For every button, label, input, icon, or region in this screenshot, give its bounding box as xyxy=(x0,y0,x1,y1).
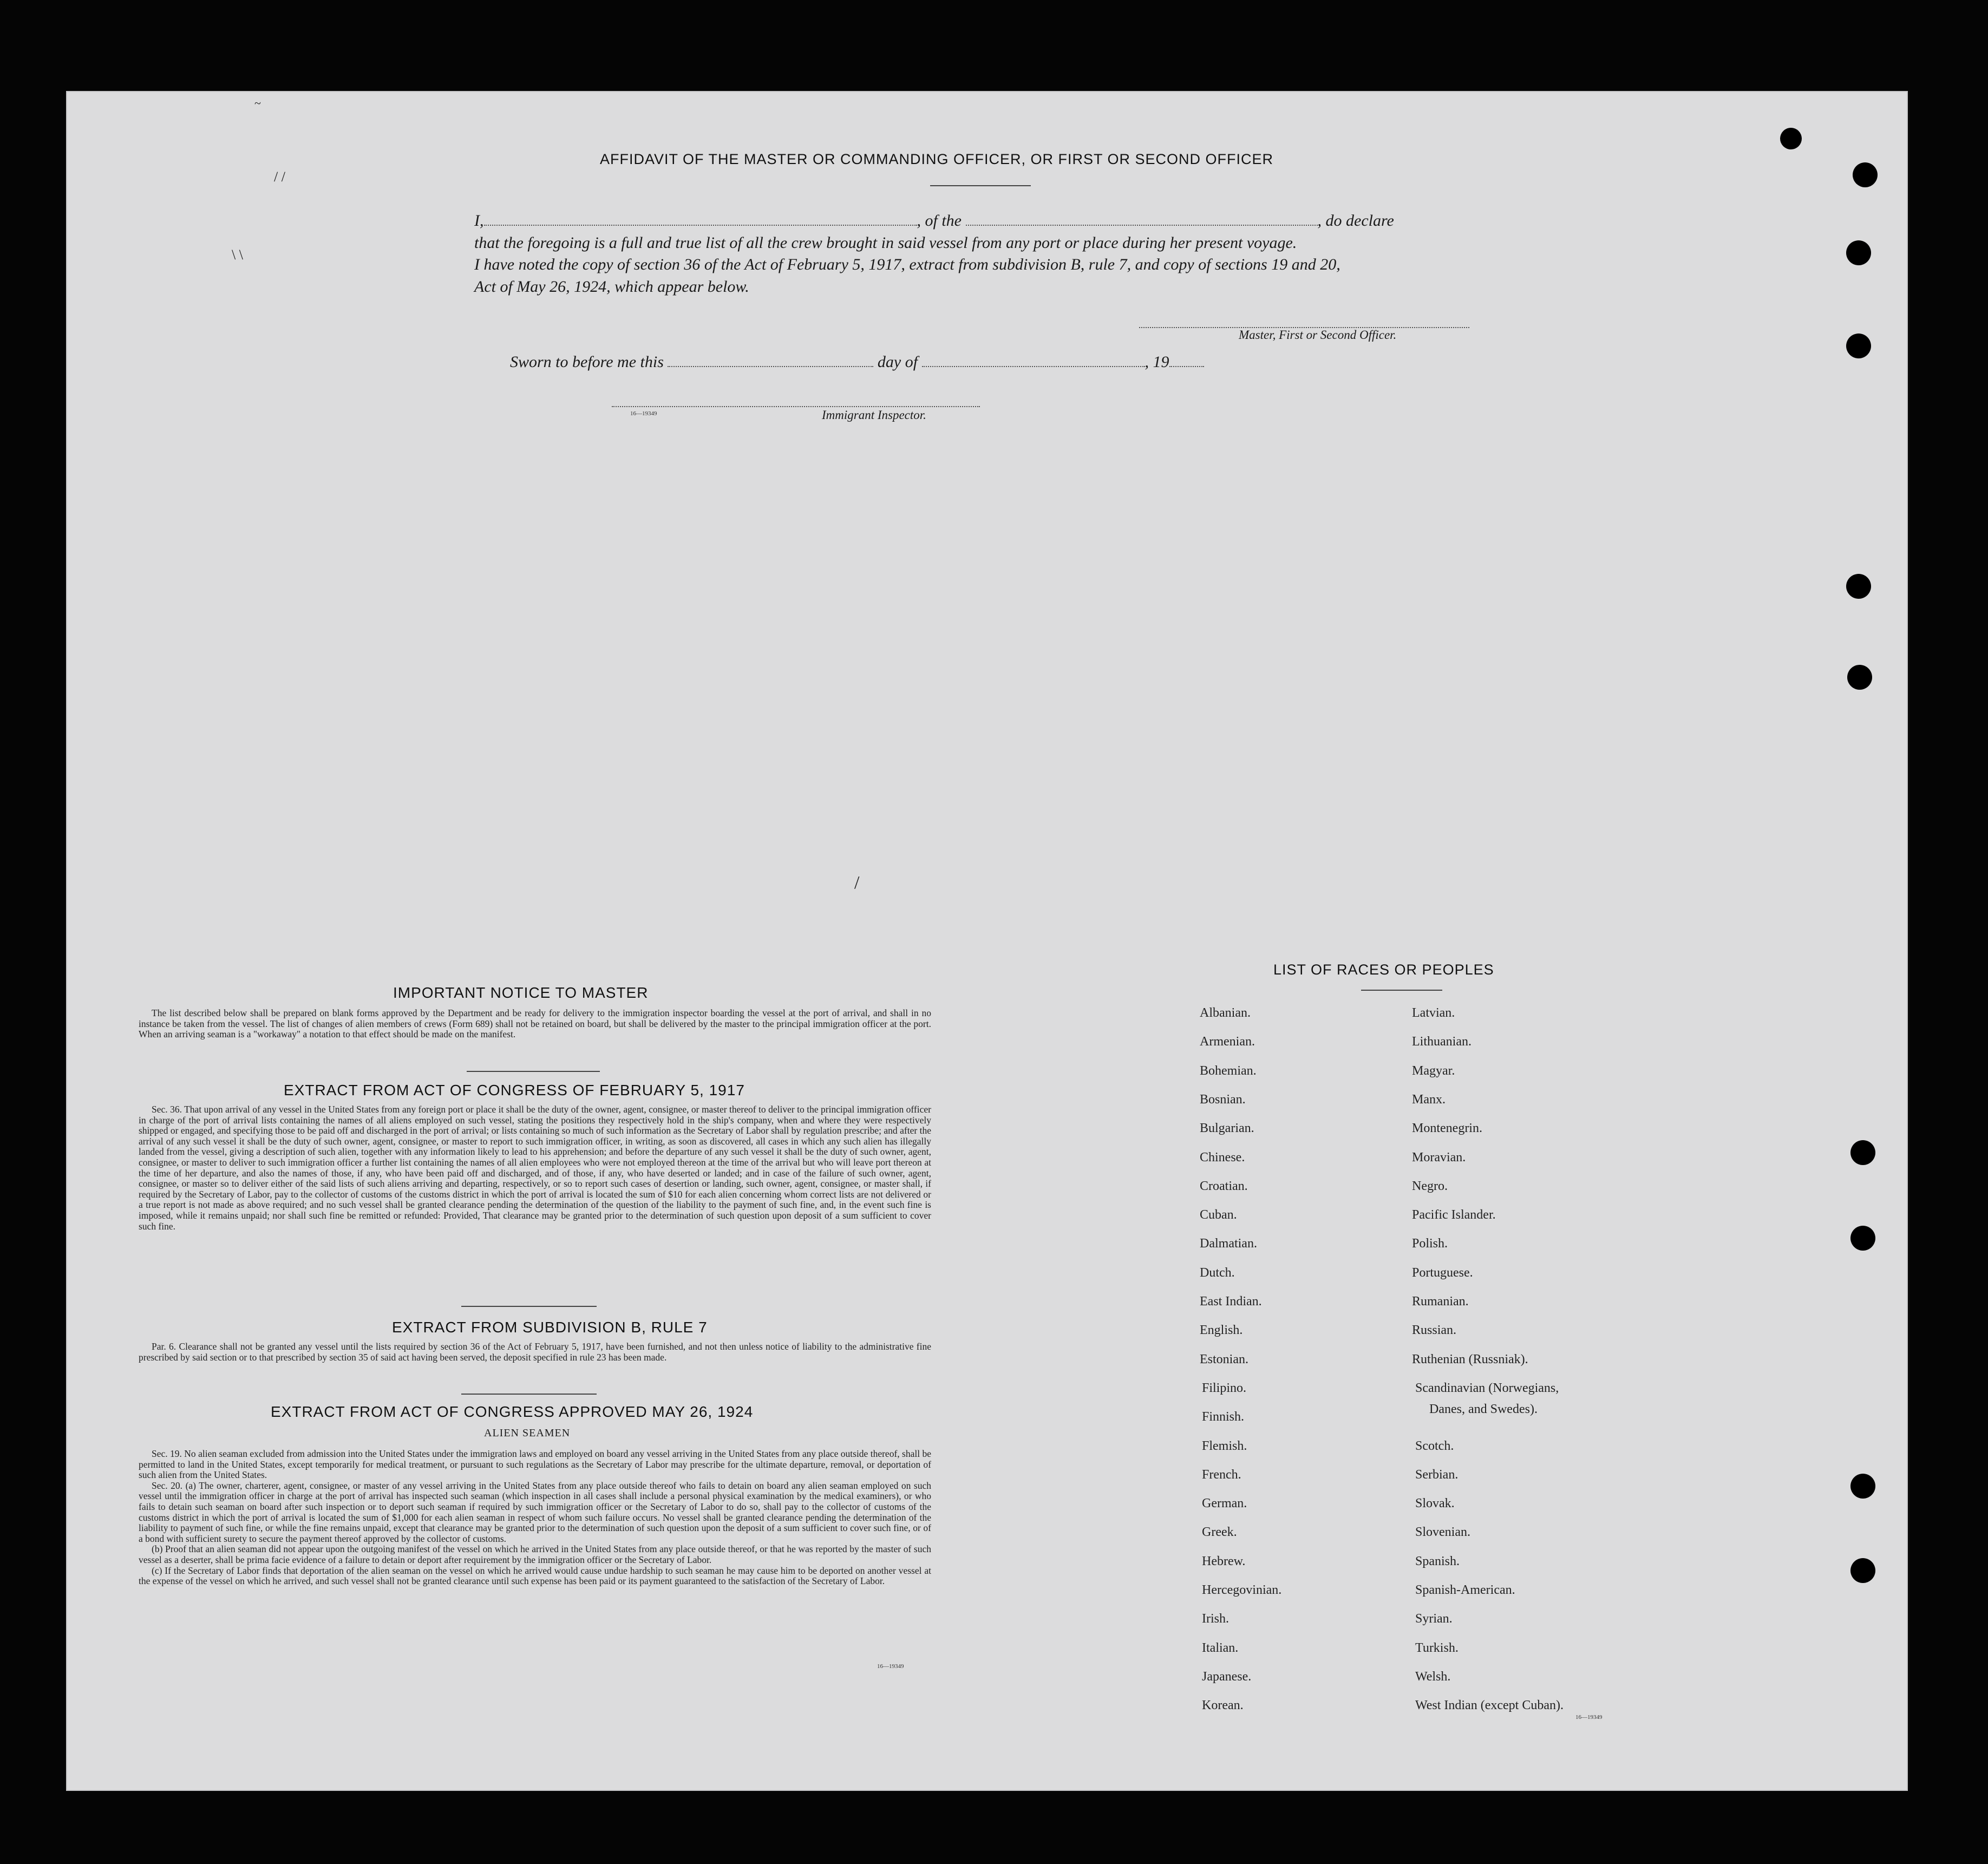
race-item: Scandinavian (Norwegians, xyxy=(1415,1381,1559,1395)
divider xyxy=(1361,990,1442,991)
race-item: Bohemian. xyxy=(1200,1064,1257,1078)
race-item: Portuguese. xyxy=(1412,1266,1473,1280)
declaration-line-3: I have noted the copy of section 36 of the Act of February 5, 1917, extract from subdivision B, rule 7, and copy of sections 19 and 20, xyxy=(474,256,1340,273)
race-item: Moravian. xyxy=(1412,1150,1466,1165)
race-item: Manx. xyxy=(1412,1093,1446,1107)
race-item: Spanish. xyxy=(1415,1554,1460,1568)
extract-1917-heading: EXTRACT FROM ACT OF CONGRESS OF FEBRUARY 5, 1917 xyxy=(284,1082,745,1098)
race-item: Slovenian. xyxy=(1415,1525,1470,1539)
race-item: Magyar. xyxy=(1412,1064,1455,1078)
extract-1924-heading: EXTRACT FROM ACT OF CONGRESS APPROVED MAY 26, 1924 xyxy=(271,1403,754,1420)
divider xyxy=(467,1071,600,1072)
punch-hole xyxy=(1846,240,1871,265)
race-item: German. xyxy=(1202,1496,1247,1510)
section-19-paragraph: Sec. 19. No alien seaman excluded from admission into the United States under the immigration laws and employed on board any vessel arriving in the United States from any place outside thereof, shall be permitted to land in the United States, except temporarily for medical treatment, or pursuant to such regulations as the Secretary of Labor may prescribe for the ultimate departure, removal, or deportation of such alien from the United States. xyxy=(139,1448,931,1481)
races-heading: LIST OF RACES OR PEOPLES xyxy=(1273,962,1494,978)
punch-hole xyxy=(1850,1226,1875,1251)
divider xyxy=(930,185,1031,186)
race-item: Hercegovinian. xyxy=(1202,1583,1282,1597)
race-item: Filipino. xyxy=(1202,1381,1247,1395)
ink-mark: \ \ xyxy=(232,247,243,263)
punch-hole xyxy=(1846,333,1871,358)
section-20a-paragraph: Sec. 20. (a) The owner, charterer, agent, consignee, or master of any vessel arriving in the United States from any place outside thereof who fails to detain on board any alien seaman employed on such vessel until the immigration officer in charge at the port of arrival has inspected such seaman (which inspection in all cases shall include a personal physical examination by the medical examiners), or who fails to detain such seaman on board after such inspection or to deport such seaman if required by such immigration officer or the Secretary of Labor to do so, shall pay to the collector of customs of the customs district in which the port of arrival is located the sum of $1,000 for each alien seaman in respect of whom such failure occurs. No vessel shall be granted clearance pending the determination of the liability to payment of such fine, or while the fine remains unpaid, except that clearance may be granted prior to the determination of such question upon the deposit of a sum sufficient to cover such fine, or of a bond with sufficient surety to secure the payment thereof approved by the collector of customs. xyxy=(139,1480,931,1544)
race-item: Finnish. xyxy=(1202,1410,1245,1424)
race-item-continuation: Danes, and Swedes). xyxy=(1429,1402,1538,1416)
sworn-day-blank[interactable] xyxy=(668,355,873,367)
punch-hole xyxy=(1850,1474,1875,1499)
race-item: Dutch. xyxy=(1200,1266,1235,1280)
race-item: Hebrew. xyxy=(1202,1554,1246,1568)
ink-mark: ~ xyxy=(254,96,261,110)
race-item: Latvian. xyxy=(1412,1006,1455,1020)
form-number: 16—19349 xyxy=(877,1663,904,1670)
race-item: Montenegrin. xyxy=(1412,1121,1482,1135)
race-item: Scotch. xyxy=(1415,1439,1454,1453)
race-item: Turkish. xyxy=(1415,1641,1459,1655)
race-item: Polish. xyxy=(1412,1237,1448,1251)
punch-hole xyxy=(1850,1558,1875,1583)
ink-mark: / xyxy=(854,873,860,893)
inspector-signature-line[interactable] xyxy=(612,395,980,407)
race-item: Lithuanian. xyxy=(1412,1035,1472,1049)
punch-hole xyxy=(1847,665,1872,690)
section-36-paragraph: Sec. 36. That upon arrival of any vessel in the United States from any foreign port or place it shall be the duty of the owner, agent, consignee, or master thereof to deliver to the principal immigration officer in charge of the port of arrival lists containing the names of all aliens employed on such vessel, stating the positions they respectively hold in the ship's company, when and where they were respectively shipped or engaged, and specifying those to be paid off and discharged in the port of arrival; or lists containing so much of such information as the Secretary of Labor shall by regulation prescribe; and after the arrival of any such vessel it shall be the duty of such owner, agent, consignee, or master to report to such immigration officer, in writing, as soon as discovered, all cases in which any such alien has illegally landed from the vessel, giving a description of such alien, together with any information likely to lead to his apprehension; and before the departure of any such vessel it shall be the duty of such owner, agent, consignee, or master to deliver to such immigration officer a further list containing the names of all alien employees who were not employed thereon at the time of the arrival but who will leave port thereon at the time of her departure, and also the names of those, if any, who have been paid off and discharged, and of those, if any, who have deserted or landed; and in case of the failure of such owner, agent, consignee, or master so to deliver either of the said lists of such aliens arriving and departing, respectively, or so to report such cases of desertion or landing, such owner, agent, consignee, or master shall, if required by the Secretary of Labor, pay to the collector of customs of the customs district in which the port of arrival is located the sum of $10 for each alien concerning whom correct lists are not delivered or a true report is not made as above required; and no such vessel shall be granted clearance pending the determination of the question of the liability to the payment of such fine, and, in the event such fine is imposed, while it remains unpaid; nor shall such fine be remitted or refunded: Provided, That clearance may be granted prior to the determination of such question upon deposit of a sum sufficient to cover such fine. xyxy=(139,1104,931,1232)
divider xyxy=(461,1394,597,1395)
notice-paragraph: The list described below shall be prepared on blank forms approved by the Department and be ready for delivery to the immigration inspector boarding the vessel at the port of arrival, and shall in no instance be taken from the vessel. The list of changes of alien members of crews (Form 689) shall not be retained on board, but shall be delivered by the master to the principal immigration officer at the port. When an arriving seaman is a "workaway" a notation to that effect should be made on the manifest. xyxy=(139,1008,931,1040)
race-item: Estonian. xyxy=(1200,1352,1248,1366)
sworn-prefix: Sworn to before me this xyxy=(510,353,664,371)
race-item: Greek. xyxy=(1202,1525,1237,1539)
race-item: Bulgarian. xyxy=(1200,1121,1254,1135)
race-item: English. xyxy=(1200,1323,1243,1337)
declaration-line-1 xyxy=(474,212,1394,230)
race-item: Serbian. xyxy=(1415,1468,1459,1482)
race-item: Japanese. xyxy=(1202,1670,1252,1684)
signature-line[interactable] xyxy=(1139,316,1469,328)
race-item: Armenian. xyxy=(1200,1035,1255,1049)
punch-hole xyxy=(1780,128,1802,149)
ink-mark: / / xyxy=(274,169,285,185)
form-number: 16—19349 xyxy=(1575,1714,1603,1721)
race-item: East Indian. xyxy=(1200,1294,1262,1309)
race-item: Flemish. xyxy=(1202,1439,1247,1453)
race-item: Bosnian. xyxy=(1200,1093,1246,1107)
race-item: Ruthenian (Russniak). xyxy=(1412,1352,1528,1366)
vessel-blank[interactable] xyxy=(966,214,1318,226)
punch-hole xyxy=(1853,162,1878,187)
divider xyxy=(461,1306,597,1307)
declaration-line-2: that the foregoing is a full and true list of all the crew brought in said vessel from any port or place during her present voyage. xyxy=(474,234,1297,252)
form-number: 16—19349 xyxy=(630,410,657,417)
sworn-line xyxy=(510,353,1204,371)
signature-caption: Master, First or Second Officer. xyxy=(1239,328,1397,342)
sworn-day-of: day of xyxy=(877,353,918,371)
declare-do-declare: , do declare xyxy=(1317,212,1394,230)
race-item: Pacific Islander. xyxy=(1412,1208,1496,1222)
sworn-year: , 19 xyxy=(1145,353,1169,371)
paragraph-6: Par. 6. Clearance shall not be granted any vessel until the lists required by section 36 of the Act of February 5, 1917, have been furnished, and not then unless notice of liability to the administrative fine prescribed by said section or to that prescribed by section 35 of said act having been served, the deposit specified in rule 23 has been made. xyxy=(139,1341,931,1363)
race-item: Italian. xyxy=(1202,1641,1239,1655)
race-item: Irish. xyxy=(1202,1612,1229,1626)
race-item: Rumanian. xyxy=(1412,1294,1469,1309)
rule7-text xyxy=(139,1342,931,1363)
race-item: Dalmatian. xyxy=(1200,1237,1257,1251)
race-item: Negro. xyxy=(1412,1179,1448,1193)
notice-heading: IMPORTANT NOTICE TO MASTER xyxy=(393,984,649,1001)
race-item: Cuban. xyxy=(1200,1208,1237,1222)
alien-seamen-subheading: ALIEN SEAMEN xyxy=(484,1427,571,1439)
race-item: Syrian. xyxy=(1415,1612,1453,1626)
rule7-heading: EXTRACT FROM SUBDIVISION B, RULE 7 xyxy=(392,1319,708,1336)
declare-i: I, xyxy=(474,212,484,230)
section-20b-paragraph: (b) Proof that an alien seaman did not appear upon the outgoing manifest of the vessel on which he arrived in the United States from any place outside thereof, or that he was reported by the master of such vessel as a deserter, shall be prima facie evidence of a failure to detain or deport after requirement by the immigration officer or the Secretary of Labor. xyxy=(139,1543,931,1565)
race-item: Welsh. xyxy=(1415,1670,1451,1684)
race-item: Russian. xyxy=(1412,1323,1457,1337)
declaration-line-4: Act of May 26, 1924, which appear below. xyxy=(474,278,749,296)
race-item: Spanish-American. xyxy=(1415,1583,1515,1597)
inspector-caption: Immigrant Inspector. xyxy=(822,408,926,422)
name-blank[interactable] xyxy=(484,214,917,226)
sworn-year-blank[interactable] xyxy=(1169,355,1204,367)
punch-hole xyxy=(1850,1140,1875,1165)
race-item: French. xyxy=(1202,1468,1241,1482)
notice-text xyxy=(139,1008,931,1040)
affidavit-heading: AFFIDAVIT OF THE MASTER OR COMMANDING OFFICER, OR FIRST OR SECOND OFFICER xyxy=(600,151,1274,167)
declare-of-the: , of the xyxy=(917,212,962,230)
section-20c-paragraph: (c) If the Secretary of Labor finds that deportation of the alien seaman on the vessel on which he arrived would cause undue hardship to such seaman he may cause him to be deported on another vessel at the expense of the vessel on which he arrived, and such vessel shall not be granted clearance until such expense has been paid or its payment guaranteed to the satisfaction of the Secretary of Labor. xyxy=(139,1565,931,1587)
race-item: Albanian. xyxy=(1200,1006,1251,1020)
extract-1924-text xyxy=(139,1449,931,1587)
race-item: Chinese. xyxy=(1200,1150,1245,1165)
punch-hole xyxy=(1846,574,1871,599)
extract-1917-text xyxy=(139,1104,931,1232)
race-item: Korean. xyxy=(1202,1698,1244,1712)
race-item: West Indian (except Cuban). xyxy=(1415,1698,1564,1712)
race-item: Slovak. xyxy=(1415,1496,1455,1510)
sworn-month-blank[interactable] xyxy=(922,355,1145,367)
race-item: Croatian. xyxy=(1200,1179,1248,1193)
